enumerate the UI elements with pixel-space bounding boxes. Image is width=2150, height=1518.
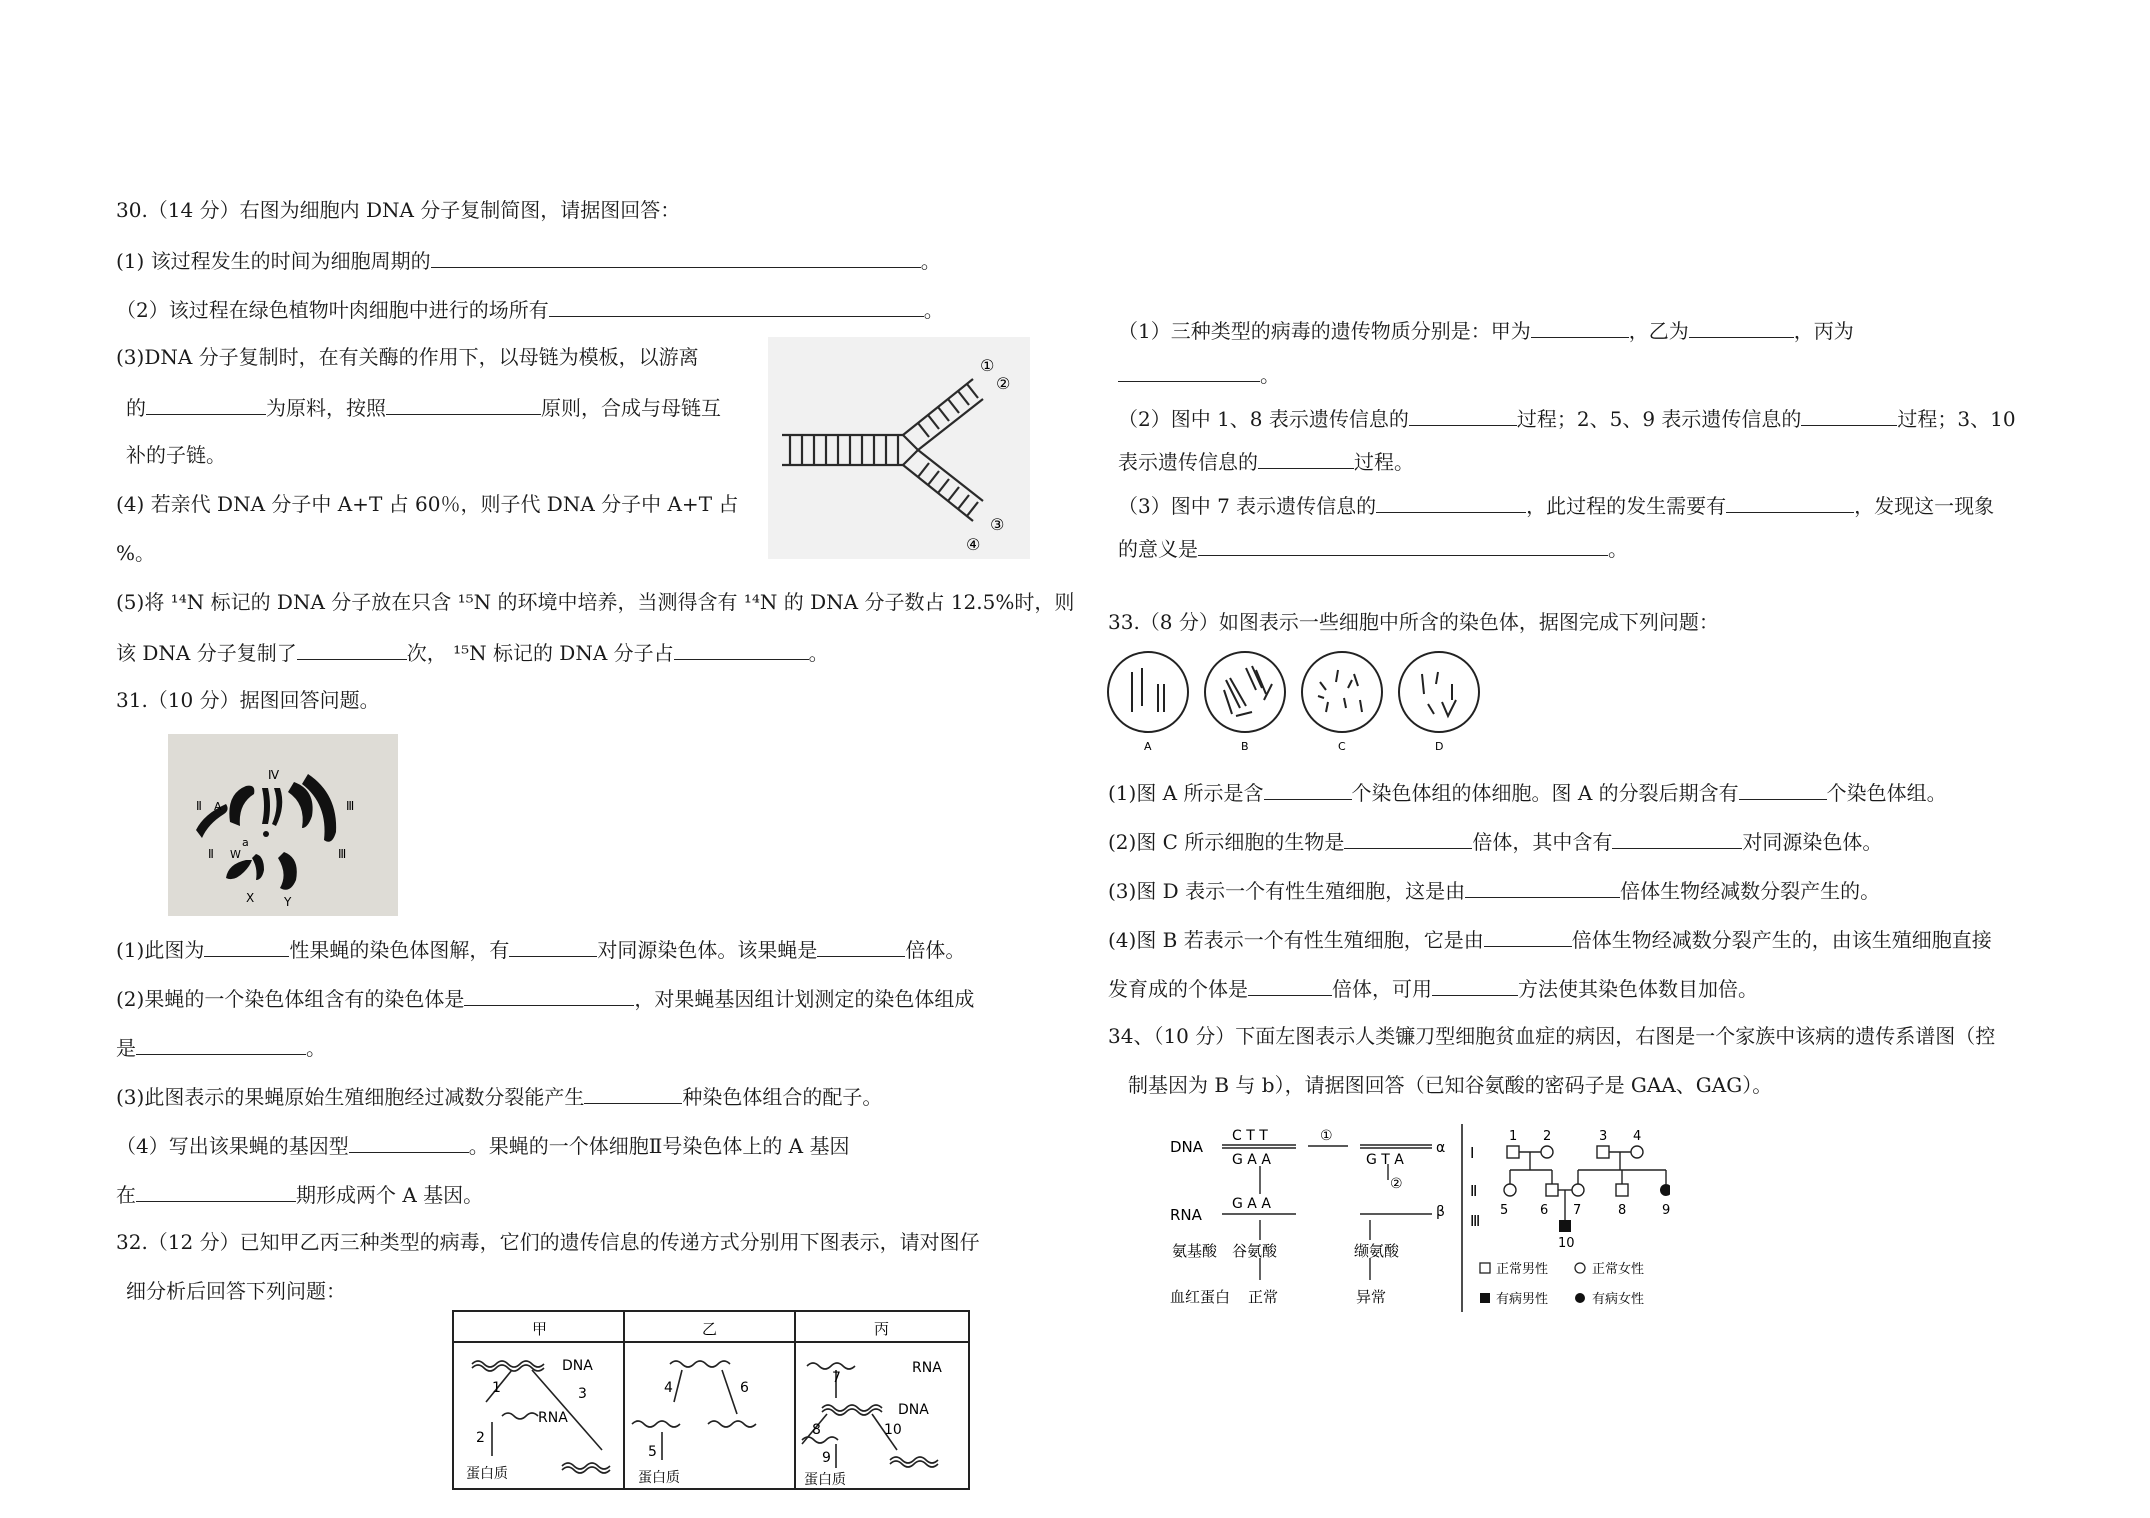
individual-number: 7 — [1573, 1203, 1582, 1218]
individual-number: 10 — [1558, 1236, 1575, 1251]
sickle-cell-figure — [1170, 1116, 1670, 1316]
answer-blank[interactable] — [1376, 490, 1526, 513]
answer-blank[interactable] — [1344, 826, 1472, 849]
process-label: ① — [1320, 1128, 1333, 1144]
q30-part2: （2）该过程在绿色植物叶肉细胞中进行的场所有 。 — [116, 294, 944, 324]
flow-label: 3 — [578, 1386, 587, 1402]
q34-stem-line2: 制基因为 B 与 b），请据图回答（已知谷氨酸的密码子是 GAA、GAG）。 — [1128, 1073, 1773, 1097]
process-label: ② — [1390, 1176, 1403, 1192]
flow-label: 6 — [740, 1380, 749, 1396]
q32-part3-line1: （3）图中 7 表示遗传信息的 ，此过程的发生需要有 ，发现这一现象 — [1118, 490, 1994, 520]
table-header-yi: 乙 — [702, 1320, 718, 1338]
fruitfly-chromosome-figure — [168, 734, 398, 916]
individual-number: 8 — [1618, 1203, 1627, 1218]
answer-blank[interactable] — [509, 934, 597, 957]
generation-label: Ⅱ — [1470, 1182, 1478, 1200]
rna-label: RNA — [1170, 1206, 1202, 1224]
answer-blank[interactable] — [146, 392, 266, 415]
table-header-bing: 丙 — [874, 1320, 890, 1338]
chromosome-label: Ⅲ — [346, 799, 355, 813]
answer-blank[interactable] — [1118, 359, 1260, 382]
q33-part3: (3)图 D 表示一个有性生殖细胞，这是由 倍体生物经减数分裂产生的。 — [1108, 875, 1880, 905]
flow-label: 蛋白质 — [466, 1466, 508, 1482]
strand-label: ④ — [966, 535, 981, 554]
q33-part4-line1: (4)图 B 若表示一个有性生殖细胞，它是由 倍体生物经减数分裂产生的，由该生殖细胞直接 — [1108, 924, 1992, 954]
q32-part1-line1: （1）三种类型的病毒的遗传物质分别是：甲为 ，乙为 ，丙为 — [1118, 315, 1854, 345]
flow-label: 7 — [832, 1370, 841, 1386]
flow-label: 10 — [884, 1422, 902, 1438]
q34-stem-line1: 34、（10 分）下面左图表示人类镰刀型细胞贫血症的病因，右图是一个家族中该病的遗传系谱图（控 — [1108, 1024, 1996, 1048]
normal-label: 正常 — [1248, 1288, 1279, 1306]
individual-number: 2 — [1543, 1129, 1552, 1144]
q32-part2-line1: （2）图中 1、8 表示遗传信息的 过程；2、5、9 表示遗传信息的 过程；3、10 — [1118, 403, 2016, 433]
q33-part2: (2)图 C 所示细胞的生物是 倍体，其中含有 对同源染色体。 — [1108, 826, 1882, 856]
answer-blank[interactable] — [1264, 777, 1352, 800]
answer-blank[interactable] — [817, 934, 905, 957]
answer-blank[interactable] — [136, 1179, 296, 1202]
chromosome-label: X — [246, 891, 255, 905]
dna-top-strand: C T T — [1232, 1128, 1268, 1144]
q30-part1: (1) 该过程发生的时间为细胞周期的 。 — [116, 245, 941, 275]
flow-label: RNA — [538, 1410, 568, 1426]
q31-part2-line1: (2)果蝇的一个染色体组含有的染色体是 ，对果蝇基因组计划测定的染色体组成 — [116, 983, 974, 1013]
cell-label-c: C — [1338, 740, 1346, 753]
answer-blank[interactable] — [674, 637, 809, 660]
generation-label: Ⅰ — [1470, 1144, 1475, 1162]
answer-blank[interactable] — [1198, 533, 1608, 556]
gene-label: a — [242, 836, 249, 849]
cell-label-a: A — [1144, 740, 1152, 753]
q33-stem: 33.（8 分）如图表示一些细胞中所含的染色体，据图完成下列问题： — [1108, 610, 1719, 634]
answer-blank[interactable] — [1432, 973, 1518, 996]
answer-blank[interactable] — [1689, 315, 1794, 338]
table-header-jia: 甲 — [532, 1320, 548, 1338]
q31-part2-line2: 是 。 — [116, 1032, 326, 1062]
q32-part3-line2: 的意义是 。 — [1118, 533, 1628, 563]
flow-label: 4 — [664, 1380, 673, 1396]
cell-chromosome-figure — [1106, 650, 1498, 756]
chromosome-label: Ⅱ — [196, 799, 202, 813]
answer-blank[interactable] — [1258, 446, 1354, 469]
strand-label: ② — [996, 374, 1011, 393]
flow-label: DNA — [562, 1358, 593, 1374]
individual-number: 5 — [1500, 1203, 1509, 1218]
answer-blank[interactable] — [1726, 490, 1854, 513]
cell-label-b: B — [1241, 740, 1249, 753]
q30-part3-line2: 的 为原料，按照 原则，合成与母链互 — [126, 392, 721, 422]
answer-blank[interactable] — [1739, 777, 1827, 800]
legend-normal-male: 正常男性 — [1496, 1262, 1549, 1277]
answer-blank[interactable] — [1531, 315, 1629, 338]
q30-stem: 30.（14 分）右图为细胞内 DNA 分子复制简图，请据图回答： — [116, 198, 681, 222]
answer-blank[interactable] — [1484, 924, 1572, 947]
flow-label: 蛋白质 — [638, 1470, 680, 1486]
abnormal-label: 异常 — [1356, 1288, 1387, 1306]
flow-label: 蛋白质 — [804, 1472, 846, 1488]
q31-part1: (1)此图为 性果蝇的染色体图解，有 对同源染色体。该果蝇是 倍体。 — [116, 934, 965, 964]
glutamate-label: 谷氨酸 — [1232, 1242, 1278, 1260]
q31-part4-line1: （4）写出该果蝇的基因型 。果蝇的一个体细胞Ⅱ号染色体上的 A 基因 — [116, 1130, 850, 1160]
q30-part4-line1: (4) 若亲代 DNA 分子中 A+T 占 60％，则子代 DNA 分子中 A+T 占 — [116, 492, 739, 516]
strand-label: ③ — [990, 515, 1005, 534]
gene-label: A — [214, 800, 222, 813]
gene-label: W — [230, 848, 241, 861]
answer-blank[interactable] — [431, 245, 921, 268]
generation-label: Ⅲ — [1470, 1212, 1481, 1230]
answer-blank[interactable] — [1801, 403, 1897, 426]
dna-bottom-strand: G A A — [1232, 1152, 1271, 1168]
chromosome-label: Ⅱ — [208, 847, 214, 861]
individual-number: 9 — [1662, 1203, 1670, 1218]
q30-part3-line1: (3)DNA 分子复制时，在有关酶的作用下，以母链为模板，以游离 — [116, 345, 699, 369]
flow-label: RNA — [912, 1360, 942, 1376]
dna-replication-figure — [768, 337, 1030, 559]
beta-label: β — [1436, 1204, 1445, 1220]
flow-label: DNA — [898, 1402, 929, 1418]
q32-stem-line2: 细分析后回答下列问题： — [126, 1279, 346, 1303]
individual-number: 4 — [1633, 1129, 1642, 1144]
mutant-strand: G T A — [1366, 1152, 1404, 1168]
q31-part4-line2: 在 期形成两个 A 基因。 — [116, 1179, 483, 1209]
flow-label: 8 — [812, 1422, 821, 1438]
strand-label: ① — [980, 356, 995, 375]
q32-part1-line2: 。 — [1118, 359, 1280, 389]
rna-strand: G A A — [1232, 1196, 1271, 1212]
cell-label-d: D — [1435, 740, 1444, 753]
answer-blank[interactable] — [1248, 973, 1332, 996]
individual-number: 1 — [1509, 1129, 1518, 1144]
answer-blank[interactable] — [1465, 875, 1620, 898]
answer-blank[interactable] — [464, 983, 634, 1006]
individual-number: 6 — [1540, 1203, 1549, 1218]
q33-part4-line2: 发育成的个体是 倍体，可用 方法使其染色体数目加倍。 — [1108, 973, 1758, 1003]
answer-blank[interactable] — [549, 294, 924, 317]
q32-stem-line1: 32.（12 分）已知甲乙丙三种类型的病毒，它们的遗传信息的传递方式分别用下图表示，请对图仔 — [116, 1230, 980, 1254]
legend-normal-female: 正常女性 — [1592, 1262, 1645, 1277]
q31-stem: 31.（10 分）据图回答问题。 — [116, 688, 380, 712]
answer-blank[interactable] — [386, 392, 541, 415]
virus-transmission-table — [452, 1310, 972, 1492]
alpha-label: α — [1436, 1140, 1446, 1156]
legend-affected-female: 有病女性 — [1592, 1292, 1645, 1307]
legend-affected-male: 有病男性 — [1496, 1292, 1549, 1307]
chromosome-label: Ⅲ — [338, 847, 347, 861]
q32-part2-line2: 表示遗传信息的 过程。 — [1118, 446, 1414, 476]
answer-blank[interactable] — [1409, 403, 1517, 426]
flow-label: 5 — [648, 1444, 657, 1460]
q31-part3: (3)此图表示的果蝇原始生殖细胞经过减数分裂能产生 种染色体组合的配子。 — [116, 1081, 882, 1111]
answer-blank[interactable] — [136, 1032, 306, 1055]
answer-blank[interactable] — [584, 1081, 682, 1104]
flow-label: 9 — [822, 1450, 831, 1466]
flow-label: 1 — [492, 1380, 501, 1396]
hemoglobin-label: 血红蛋白 — [1170, 1288, 1231, 1306]
answer-blank[interactable] — [1612, 826, 1742, 849]
answer-blank[interactable] — [349, 1130, 469, 1153]
flow-label: 2 — [476, 1430, 485, 1446]
chromosome-label: Y — [284, 895, 292, 909]
q33-part1: (1)图 A 所示是含 个染色体组的体细胞。图 A 的分裂后期含有 个染色体组。 — [1108, 777, 1947, 807]
q30-part3-line3: 补的子链。 — [126, 443, 226, 467]
dna-label: DNA — [1170, 1138, 1204, 1156]
individual-number: 3 — [1599, 1129, 1608, 1144]
chromosome-label: Ⅳ — [268, 768, 280, 782]
q30-part5-line2: 该 DNA 分子复制了 次， ¹⁵N 标记的 DNA 分子占 。 — [116, 637, 829, 667]
valine-label: 缬氨酸 — [1354, 1242, 1400, 1260]
q30-part4-line2: %。 — [116, 541, 156, 565]
answer-blank[interactable] — [204, 934, 289, 957]
answer-blank[interactable] — [297, 637, 407, 660]
q30-part5-line1: (5)将 ¹⁴N 标记的 DNA 分子放在只含 ¹⁵N 的环境中培养，当测得含有 ¹⁴N 的 DNA 分子数占 12.5%时，则 — [116, 590, 1075, 614]
amino-acid-label: 氨基酸 — [1172, 1242, 1218, 1260]
